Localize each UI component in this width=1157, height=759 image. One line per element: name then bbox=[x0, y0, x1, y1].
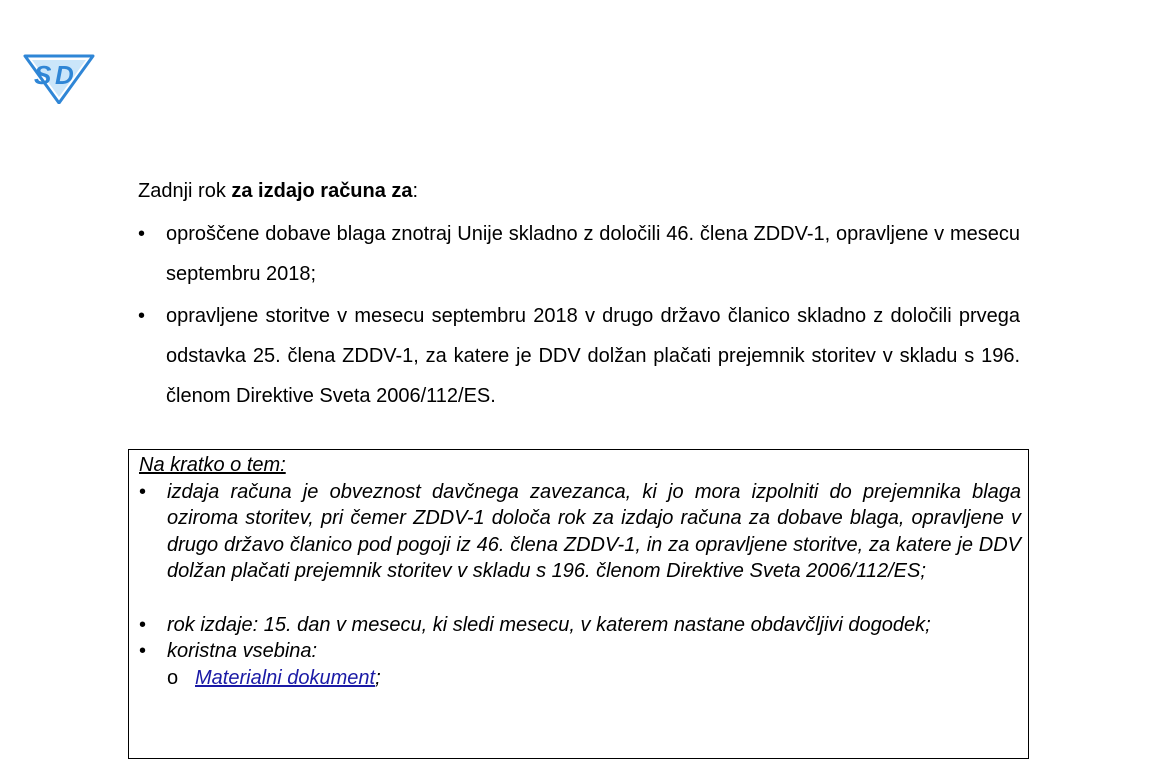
svg-text:S: S bbox=[34, 60, 52, 90]
summary-item-1 bbox=[139, 479, 1021, 585]
summary-text-2: rok izdaje: 15. dan v mesecu, ki sledi mesecu, v katerem nastane obdavčljivi dogodek; bbox=[167, 613, 931, 636]
summary-text-3: koristna vsebina: bbox=[167, 640, 318, 662]
bullet-icon: • bbox=[139, 480, 147, 503]
intro-sentence bbox=[138, 177, 418, 205]
summary-item-3 bbox=[139, 638, 1021, 665]
summary-text-1: izdaja računa je obveznost davčnega zavezanca, ki jo mora izpolniti do prejemnika blaga oziroma storitev, pri čemer ZDDV-1 določa rok za izdajo računa za dobave blaga, opravljene v drugo državo članico pod pogoji iz 46. člena ZDDV-1, in za opravljene storitve, za katere je DDV dolžan plačati prejemnik storitev v skladu s 196. členom Direktive Sveta 2006/112/ES; bbox=[167, 480, 1021, 582]
bullet-item-1 bbox=[138, 214, 1020, 294]
bullet-text-1: oproščene dobave blaga znotraj Unije skladno z določili 46. člena ZDDV-1, opravljene v mesecu septembru 2018; bbox=[166, 223, 1020, 285]
company-logo bbox=[22, 48, 96, 104]
intro-bold: za izdajo računa za bbox=[231, 180, 413, 202]
bullet-icon: • bbox=[138, 305, 146, 327]
sub-item-material-document bbox=[167, 665, 1021, 692]
summary-item-2 bbox=[139, 612, 1021, 639]
intro-prefix: Zadnji rok bbox=[138, 180, 232, 202]
summary-box bbox=[128, 449, 1029, 759]
sub-bullet-icon: o bbox=[167, 666, 179, 689]
bullet-text-2: opravljene storitve v mesecu septembru 2018 v drugo državo članico skladno z določili prvega odstavka 25. člena ZDDV-1, za katere je DDV dolžan plačati prejemnik storitev v skladu s 196. členom Direktive Sveta 2006/112/ES. bbox=[166, 305, 1020, 407]
material-document-link[interactable]: Materialni dokument bbox=[195, 666, 376, 689]
bullet-icon: • bbox=[139, 640, 147, 662]
bullet-icon: • bbox=[138, 223, 146, 245]
bullet-item-2 bbox=[138, 296, 1020, 416]
svg-text:D: D bbox=[55, 60, 74, 90]
bullet-icon: • bbox=[139, 613, 147, 636]
link-suffix: ; bbox=[375, 666, 381, 689]
summary-title: Na kratko o tem: bbox=[139, 454, 286, 476]
intro-suffix: : bbox=[412, 180, 419, 202]
